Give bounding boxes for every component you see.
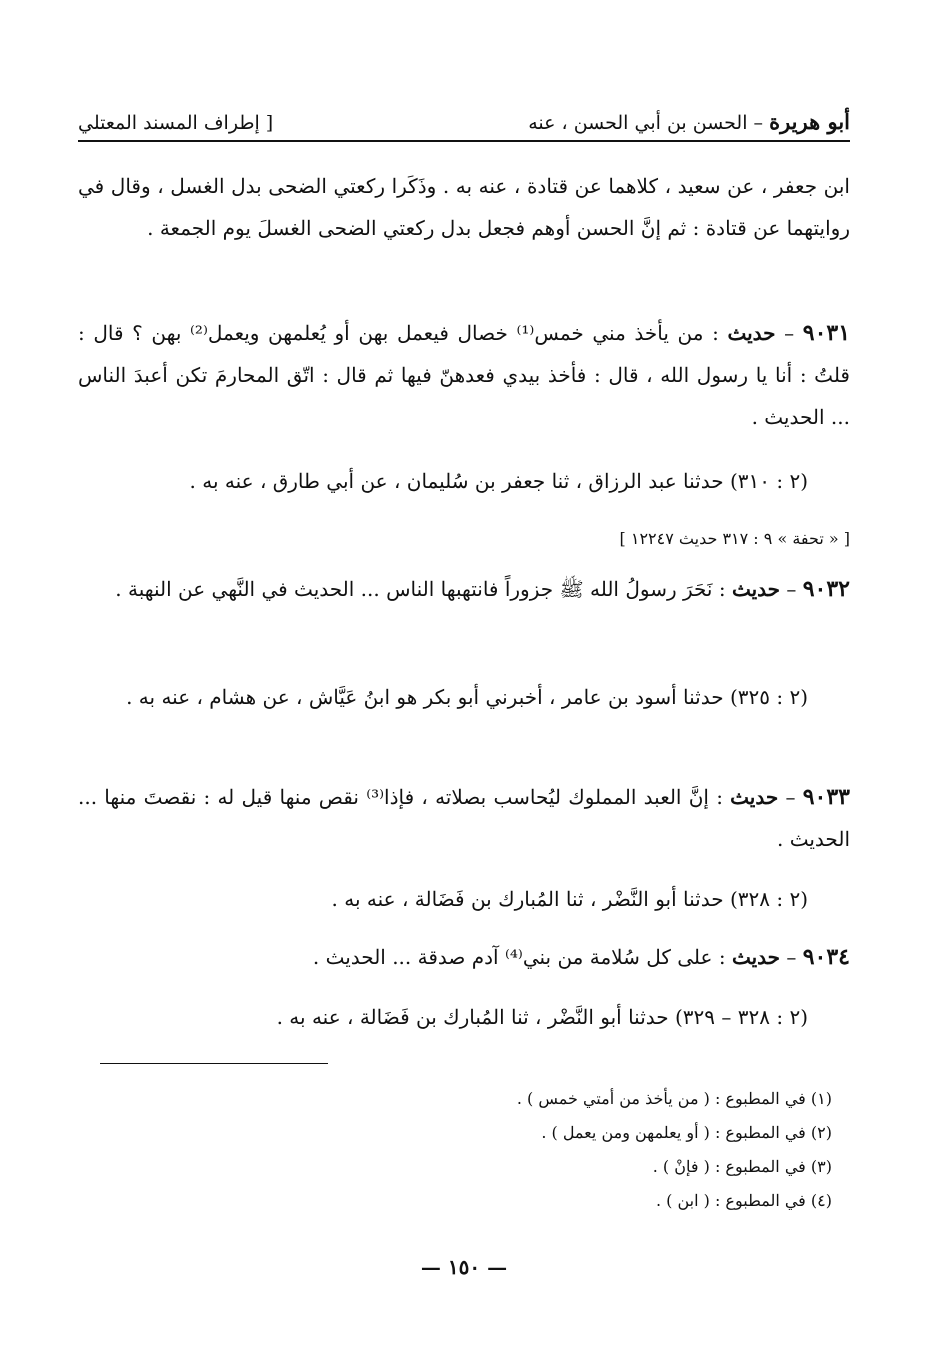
hadith-number: ٩٠٣١	[802, 320, 851, 346]
hadith-text: : من يأخذ مني خمس⁽¹⁾ خصال فيعمل بهن أو يُعلمهن ويعمل⁽²⁾ بهن ؟ قال : قلتُ : أنا يا رسول الله ، قال : فأخذ بيدي فعدهنّ فيها ثم قال : اتّق المحارمَ تكن أعبدَ الناس ... الحديث .	[78, 321, 850, 429]
isnad-line: (٢ : ٣١٠) حدثنا عبد الرزاق ، ثنا جعفر بن سُليمان ، عن أبي طارق ، عنه به .	[189, 469, 808, 493]
footnote: (٢) في المطبوع : ( أو يعلمهن ومن يعمل ) .	[541, 1123, 832, 1142]
hadith-keyword: حديث	[731, 945, 781, 969]
hadith-entry: ٩٠٣٢ – حديث : نَحَرَ رسولُ الله ﷺ جزوراً فانتهبها الناس ... الحديث في النَّهي عن النهبة .	[115, 576, 850, 602]
continuation-paragraph: ابن جعفر ، عن سعيد ، كلاهما عن قتادة ، عنه به . وذَكَرا ركعتي الضحى بدل الغسل ، وقال في روايتهما عن قتادة : ثم إنَّ الحسن أوهم فجعل بدل ركعتي الضحى الغسلَ يوم الجمعة .	[78, 174, 850, 240]
isnad-line: (٢ : ٣٢٨ – ٣٢٩) حدثنا أبو النَّضْر ، ثنا المُبارك بن فَضَالة ، عنه به .	[276, 1005, 808, 1029]
isnad-line: (٢ : ٣٢٥) حدثنا أسود بن عامر ، أخبرني أبو بكر هو ابنُ عَيَّاش ، عن هشام ، عنه به .	[126, 685, 808, 709]
hadith-keyword: حديث	[731, 577, 781, 601]
hadith-entry: ٩٠٣١ – حديث : من يأخذ مني خمس⁽¹⁾ خصال فيعمل بهن أو يُعلمهن ويعمل⁽²⁾ بهن ؟ قال : قلتُ : أنا يا رسول الله ، قال : فأخذ بيدي فعدهنّ فيها ثم قال : اتّق المحارمَ تكن أعبدَ الناس ... الحديث .	[78, 320, 851, 429]
hadith-text: : إنَّ العبد المملوك ليُحاسب بصلاته ، فإذا⁽³⁾ نقص منها قيل له : نقصتَ منها ... الحديث .	[78, 785, 850, 851]
hadith-number: ٩٠٣٢	[802, 576, 850, 602]
footnote-divider	[100, 1063, 328, 1064]
isnad-line: (٢ : ٣٢٨) حدثنا أبو النَّضْر ، ثنا المُبارك بن فَضَالة ، عنه به .	[331, 887, 808, 911]
header-chain: – الحسن بن أبي الحسن ، عنه	[528, 112, 770, 134]
header-author: أبو هريرة	[769, 109, 850, 134]
header-book-title: [ إطراف المسند المعتلي	[78, 112, 274, 134]
hadith-keyword: حديث	[727, 321, 776, 345]
hadith-entry: ٩٠٣٣ – حديث : إنَّ العبد المملوك ليُحاسب بصلاته ، فإذا⁽³⁾ نقص منها قيل له : نقصتَ منها ... الحديث .	[78, 784, 850, 851]
footnote: (٣) في المطبوع : ( فإنْ ) .	[652, 1157, 832, 1176]
hadith-number: ٩٠٣٤	[802, 944, 850, 970]
page-number: — ١٥٠ —	[420, 1255, 508, 1279]
hadith-entry: ٩٠٣٤ – حديث : على كل سُلامة من بني⁽⁴⁾ آدم صدقة ... الحديث .	[312, 944, 850, 970]
running-header	[78, 98, 850, 142]
hadith-number: ٩٠٣٣	[802, 784, 850, 810]
header-right	[528, 109, 850, 134]
hadith-text: : نَحَرَ رسولُ الله ﷺ جزوراً فانتهبها الناس ... الحديث في النَّهي عن النهبة .	[115, 577, 732, 601]
footnote: (٤) في المطبوع : ( ابن ) .	[655, 1191, 832, 1210]
hadith-text: : على كل سُلامة من بني⁽⁴⁾ آدم صدقة ... الحديث .	[312, 945, 732, 969]
footnote: (١) في المطبوع : ( من يأخذ من أمتي خمس ) .	[516, 1089, 832, 1108]
tuhfa-reference: [ « تحفة » ٩ : ٣١٧ حديث ١٢٢٤٧ ]	[619, 529, 850, 548]
hadith-keyword: حديث	[730, 785, 779, 809]
